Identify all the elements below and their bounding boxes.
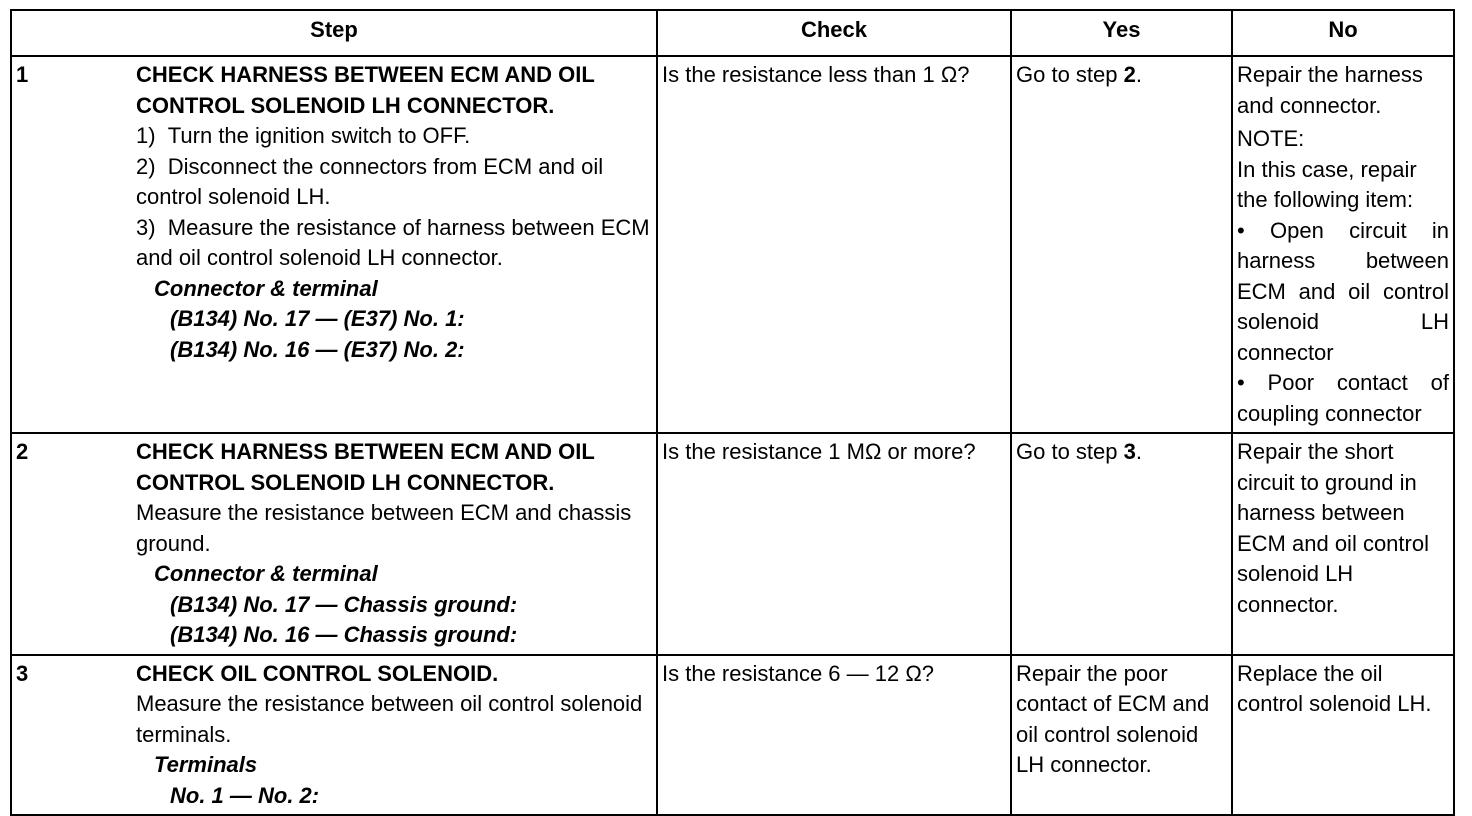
table-row bbox=[11, 56, 1454, 433]
step-cell bbox=[11, 56, 657, 433]
step-cell bbox=[11, 433, 657, 655]
spec-line: (B134) No. 17 — (E37) No. 1: bbox=[170, 306, 465, 331]
yes-step-link: 2 bbox=[1123, 62, 1136, 87]
header-yes: Yes bbox=[1011, 10, 1232, 56]
spec-line: (B134) No. 17 — Chassis ground: bbox=[170, 591, 518, 617]
no-cell bbox=[1232, 655, 1454, 816]
note-bullet: • Open circuit in harness between ECM and oil control solenoid LH connector bbox=[1237, 217, 1449, 365]
yes-cell bbox=[1011, 56, 1232, 433]
check-cell bbox=[657, 56, 1011, 433]
step-title-line: CHECK HARNESS BETWEEN ECM AND OIL bbox=[136, 439, 595, 464]
check-cell bbox=[657, 433, 1011, 655]
header-no: No bbox=[1232, 10, 1454, 56]
yes-cell bbox=[1011, 433, 1232, 655]
instruction-line: 3) Measure the resistance of harness between ECM and oil control solenoid LH connector. bbox=[136, 214, 650, 270]
step-title-line: CONTROL SOLENOID LH CONNECTOR. bbox=[136, 469, 555, 495]
yes-text: Go to step bbox=[1016, 439, 1124, 464]
step-number: 3 bbox=[16, 660, 29, 686]
spec-line: (B134) No. 16 — Chassis ground: bbox=[170, 622, 518, 647]
instruction-line: 1) Turn the ignition switch to OFF. bbox=[136, 123, 471, 148]
check-text: Is the resistance less than 1 Ω? bbox=[662, 62, 970, 87]
spec-heading: Connector & terminal bbox=[154, 275, 378, 301]
instruction-line: Measure the resistance between oil control solenoid terminals. bbox=[136, 691, 643, 747]
check-text: Is the resistance 6 — 12 Ω? bbox=[662, 660, 935, 686]
check-text: Is the resistance 1 MΩ or more? bbox=[662, 439, 976, 464]
table-row bbox=[11, 655, 1454, 816]
spec-heading: Connector & terminal bbox=[154, 561, 378, 586]
step-body bbox=[136, 60, 652, 365]
note-bullet: • Poor contact of coupling connector bbox=[1237, 370, 1449, 426]
step-title-line: CONTROL SOLENOID LH CONNECTOR. bbox=[136, 92, 555, 118]
yes-step-link: 3 bbox=[1123, 439, 1136, 464]
instruction-line: 2) Disconnect the connectors from ECM and oil control solenoid LH. bbox=[136, 153, 604, 209]
yes-suffix: . bbox=[1135, 439, 1142, 464]
no-cell bbox=[1232, 433, 1454, 655]
note-label: NOTE: bbox=[1237, 126, 1305, 151]
step-number: 2 bbox=[16, 439, 29, 464]
note-intro: In this case, repair the following item: bbox=[1237, 156, 1417, 212]
step-title-line: CHECK OIL CONTROL SOLENOID. bbox=[136, 660, 499, 686]
spec-heading: Terminals bbox=[154, 752, 258, 777]
step-cell bbox=[11, 655, 657, 816]
yes-text: Go to step bbox=[1016, 62, 1124, 87]
check-cell bbox=[657, 655, 1011, 816]
instruction-line: Measure the resistance between ECM and chassis ground. bbox=[136, 500, 632, 556]
table-row bbox=[11, 433, 1454, 655]
no-main-text: Repair the harness and connector. bbox=[1237, 62, 1423, 118]
header-check: Check bbox=[657, 10, 1011, 56]
yes-suffix: . bbox=[1135, 62, 1142, 87]
spec-line: (B134) No. 16 — (E37) No. 2: bbox=[170, 336, 465, 362]
step-title-line: CHECK HARNESS BETWEEN ECM AND OIL bbox=[136, 62, 595, 87]
step-body bbox=[136, 437, 652, 651]
yes-text: Repair the poor contact of ECM and oil control solenoid LH connector. bbox=[1016, 660, 1210, 777]
no-main-text: Replace the oil control solenoid LH. bbox=[1237, 660, 1432, 716]
diagnostic-table bbox=[10, 9, 1455, 816]
no-cell bbox=[1232, 56, 1454, 433]
yes-cell bbox=[1011, 655, 1232, 816]
header-step: Step bbox=[11, 10, 657, 56]
step-number: 1 bbox=[16, 62, 29, 87]
no-main-text: Repair the short circuit to ground in harness between ECM and oil control solenoid LH connector. bbox=[1237, 439, 1429, 617]
step-body bbox=[136, 659, 652, 812]
spec-line: No. 1 — No. 2: bbox=[170, 782, 320, 808]
header-row bbox=[11, 10, 1454, 56]
